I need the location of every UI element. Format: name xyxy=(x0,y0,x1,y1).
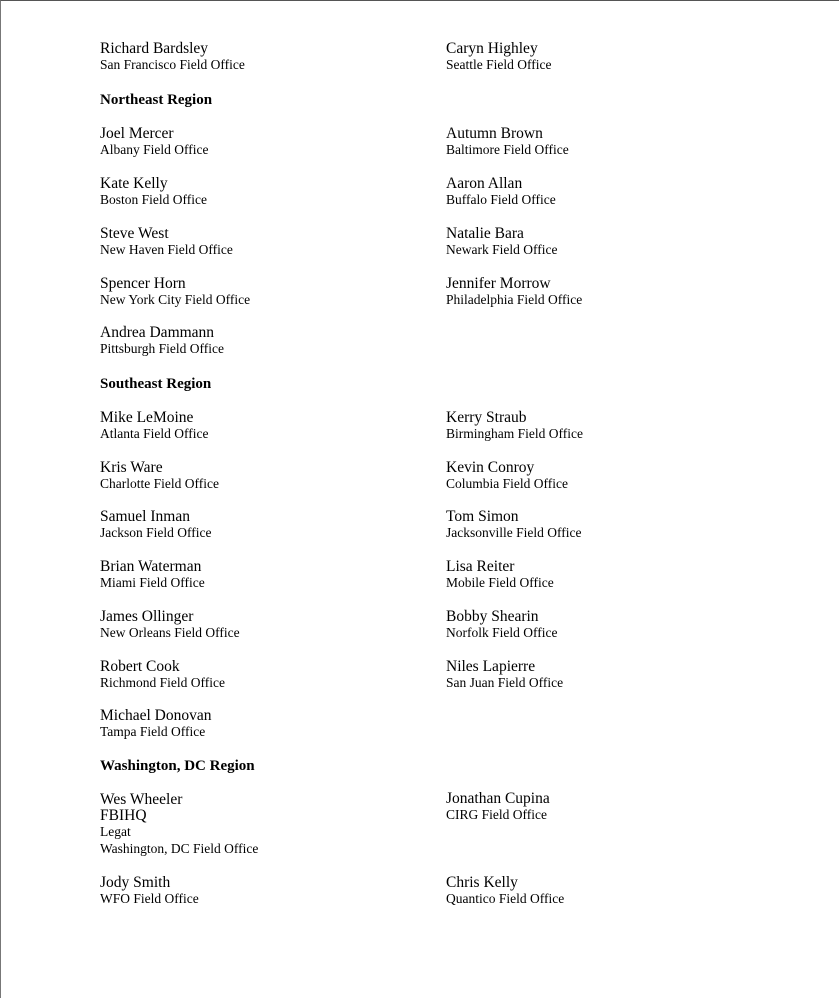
field-office: Albany Field Office xyxy=(100,142,209,157)
contact-entry xyxy=(446,460,568,493)
contact-entry xyxy=(100,41,245,74)
contact-role: Legat xyxy=(100,824,131,839)
contact-name: Steve West xyxy=(100,225,169,242)
contact-name: Niles Lapierre xyxy=(446,658,536,675)
contact-entry xyxy=(446,559,554,592)
contact-name: Brian Waterman xyxy=(100,558,202,575)
field-office: Newark Field Office xyxy=(446,242,558,257)
field-office: CIRG Field Office xyxy=(446,807,547,822)
region-heading: Southeast Region xyxy=(100,376,212,392)
contact-name: Jody Smith xyxy=(100,874,171,891)
contact-entry xyxy=(100,325,224,358)
contact-entry xyxy=(100,875,199,908)
contact-entry xyxy=(100,659,225,692)
contact-entry xyxy=(446,791,550,824)
field-office: Buffalo Field Office xyxy=(446,192,556,207)
field-office: Philadelphia Field Office xyxy=(446,292,583,307)
field-office: Norfolk Field Office xyxy=(446,625,558,640)
contact-name: Caryn Highley xyxy=(446,40,538,57)
contact-name: Natalie Bara xyxy=(446,225,524,242)
field-office: Mobile Field Office xyxy=(446,575,554,590)
field-office: Charlotte Field Office xyxy=(100,476,219,491)
contact-name: Samuel Inman xyxy=(100,508,190,525)
region-heading: Northeast Region xyxy=(100,92,213,108)
contact-entry xyxy=(446,226,557,259)
contact-entry xyxy=(446,126,569,159)
field-office: San Francisco Field Office xyxy=(100,57,245,72)
contact-name: Joel Mercer xyxy=(100,125,174,142)
contact-entry xyxy=(100,609,240,642)
contact-entry xyxy=(446,609,557,642)
field-office: San Juan Field Office xyxy=(446,675,564,690)
contact-name: Michael Donovan xyxy=(100,707,212,724)
field-office: New Haven Field Office xyxy=(100,242,233,257)
contact-title: FBIHQ xyxy=(100,807,147,824)
contact-entry xyxy=(100,276,250,309)
field-office: Birmingham Field Office xyxy=(446,426,583,441)
field-office: Washington, DC Field Office xyxy=(100,840,259,856)
contact-entry xyxy=(100,509,211,542)
contact-entry xyxy=(100,708,211,741)
contact-name: Kate Kelly xyxy=(100,175,168,192)
contact-entry xyxy=(100,792,258,857)
contact-name: Robert Cook xyxy=(100,658,180,675)
field-office: Tampa Field Office xyxy=(100,724,206,739)
contact-name: Andrea Dammann xyxy=(100,324,215,341)
contact-entry xyxy=(100,176,207,209)
contact-name: Kerry Straub xyxy=(446,409,527,426)
contact-name: Jennifer Morrow xyxy=(446,275,551,292)
contact-entry xyxy=(100,460,219,493)
contact-entry xyxy=(100,226,233,259)
contact-name: Bobby Shearin xyxy=(446,608,539,625)
contact-entry xyxy=(446,176,556,209)
field-office: Seattle Field Office xyxy=(446,57,552,72)
contact-entry xyxy=(100,410,208,443)
contact-entry xyxy=(446,410,583,443)
contact-name: Jonathan Cupina xyxy=(446,790,550,807)
field-office: Miami Field Office xyxy=(100,575,205,590)
contact-name: Spencer Horn xyxy=(100,275,186,292)
contact-name: Autumn Brown xyxy=(446,125,543,142)
field-office: Pittsburgh Field Office xyxy=(100,341,224,356)
field-office: New York City Field Office xyxy=(100,292,251,307)
contact-name: Kris Ware xyxy=(100,459,163,476)
field-office: Jackson Field Office xyxy=(100,525,212,540)
field-office: Quantico Field Office xyxy=(446,891,565,906)
contact-name: Tom Simon xyxy=(446,508,519,525)
field-office: Baltimore Field Office xyxy=(446,142,569,157)
contact-name: Aaron Allan xyxy=(446,175,523,192)
region-heading: Washington, DC Region xyxy=(100,758,255,774)
contact-name: James Ollinger xyxy=(100,608,194,625)
field-office: Richmond Field Office xyxy=(100,675,225,690)
contact-entry xyxy=(446,276,582,309)
field-office: WFO Field Office xyxy=(100,891,199,906)
field-office: New Orleans Field Office xyxy=(100,625,240,640)
field-office: Atlanta Field Office xyxy=(100,426,209,441)
contact-name: Wes Wheeler xyxy=(100,791,183,808)
field-office: Jacksonville Field Office xyxy=(446,525,582,540)
contact-name: Kevin Conroy xyxy=(446,459,535,476)
contact-entry xyxy=(446,875,564,908)
contact-name: Lisa Reiter xyxy=(446,558,515,575)
contact-entry xyxy=(446,509,581,542)
contact-name: Mike LeMoine xyxy=(100,409,194,426)
contact-entry xyxy=(100,559,205,592)
field-office: Columbia Field Office xyxy=(446,476,568,491)
contact-name: Richard Bardsley xyxy=(100,40,209,57)
contact-entry xyxy=(446,659,563,692)
field-office: Boston Field Office xyxy=(100,192,207,207)
contact-name: Chris Kelly xyxy=(446,874,518,891)
contact-entry xyxy=(446,41,551,74)
contact-entry xyxy=(100,126,208,159)
